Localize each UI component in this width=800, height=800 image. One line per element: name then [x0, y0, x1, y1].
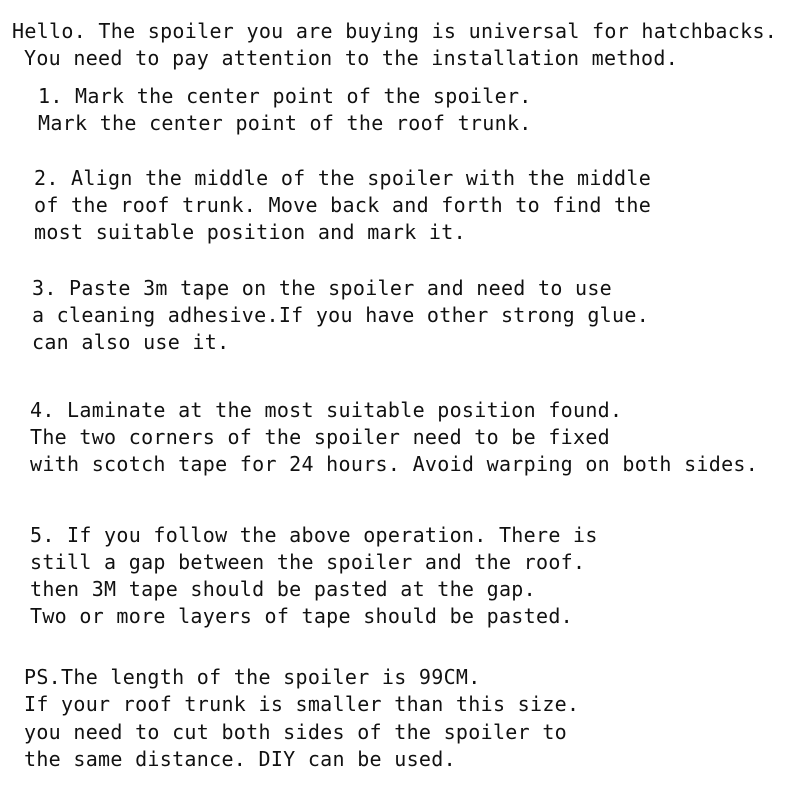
step-3-line: can also use it.	[32, 330, 230, 354]
step-5-line: then 3M tape should be pasted at the gap.	[30, 577, 536, 601]
step-5-line: 5. If you follow the above operation. There is	[30, 523, 598, 547]
step-4-line: 4. Laminate at the most suitable position found.	[30, 398, 623, 422]
step-4-line: with scotch tape for 24 hours. Avoid warping on both sides.	[30, 452, 759, 476]
step-2-line: most suitable position and mark it.	[34, 220, 466, 244]
intro-line: Hello. The spoiler you are buying is universal for hatchbacks.	[12, 19, 778, 43]
step-1-line: 1. Mark the center point of the spoiler.	[38, 84, 532, 108]
step-4-line: The two corners of the spoiler need to be fixed	[30, 425, 611, 449]
step-2-line: 2. Align the middle of the spoiler with the middle	[34, 166, 652, 190]
ps-line: PS.The length of the spoiler is 99CM.	[24, 665, 481, 689]
step-5-line: Two or more layers of tape should be pasted.	[30, 604, 574, 628]
step-1-line: Mark the center point of the roof trunk.	[38, 111, 532, 135]
intro-line: You need to pay attention to the installation method.	[24, 46, 679, 70]
ps-line: you need to cut both sides of the spoiler to	[24, 720, 568, 744]
ps-line: the same distance. DIY can be used.	[24, 747, 456, 771]
ps-line: If your roof trunk is smaller than this size.	[24, 692, 580, 716]
step-3-line: a cleaning adhesive.If you have other strong glue.	[32, 303, 650, 327]
step-2-line: of the roof trunk. Move back and forth to find the	[34, 193, 652, 217]
step-3-line: 3. Paste 3m tape on the spoiler and need to use	[32, 276, 613, 300]
step-5-line: still a gap between the spoiler and the roof.	[30, 550, 586, 574]
